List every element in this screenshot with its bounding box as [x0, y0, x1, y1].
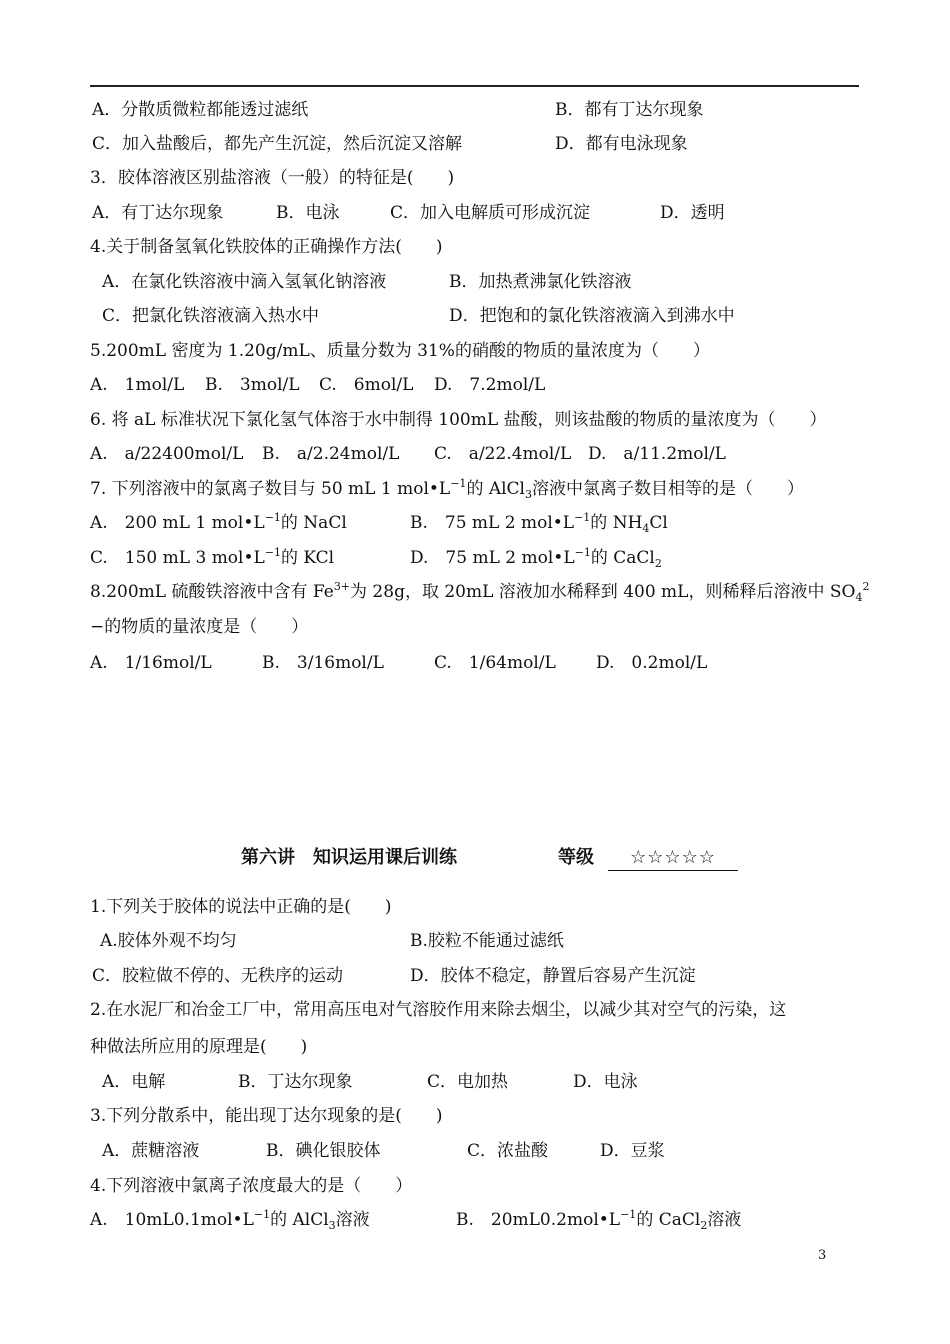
grade-stars: ☆☆☆☆☆ — [608, 846, 738, 871]
p2-q3-option-c: C．浓盐酸 — [467, 1141, 549, 1161]
q7-option-a: A. 200 mL 1 $mol•L^{-1}$的 NaCl — [90, 511, 347, 533]
prev-option-c: C．加入盐酸后，都先产生沉淀，然后沉淀又溶解 — [92, 134, 463, 154]
q4-option-b: B．加热煮沸氯化铁溶液 — [449, 272, 632, 292]
p2-q2-option-d: D．电泳 — [573, 1072, 638, 1092]
q7-option-c: C. 150 mL 3 $mol•L^{-1}$的 KCl — [90, 546, 335, 568]
q3-option-c: C．加入电解质可形成沉淀 — [390, 203, 591, 223]
p2-q2-option-a: A．电解 — [102, 1072, 166, 1092]
p2-q1-option-d: D．胶体不稳定，静置后容易产生沉淀 — [410, 966, 696, 986]
q3-stem: 3．胶体溶液区别盐溶液（一般）的特征是( ) — [90, 168, 455, 188]
q8-stem: 8.200mL 硫酸铁溶液中含有 $Fe^{3+}$为 28g，取 20mL 溶液加水稀释到 400 mL，则稀释后溶液中 $SO_4^2$ — [90, 580, 870, 604]
p2-q1-option-a: A.胶体外观不均匀 — [100, 931, 237, 951]
p2-q4-option-b: B. $20mL0.2mol•L^{-1}$的 CaCl$_2$溶液 — [456, 1208, 742, 1232]
q3-option-a: A．有丁达尔现象 — [92, 203, 224, 223]
q4-option-c: C．把氯化铁溶液滴入热水中 — [102, 306, 320, 326]
q7-option-d: D. 75 mL 2 $mol•L^{-1}$的 CaCl$_2$ — [410, 546, 662, 570]
q3-option-b: B．电泳 — [276, 203, 340, 223]
q8-option-c: C. 1/64mol/L — [434, 653, 556, 673]
header-rule — [90, 85, 859, 87]
q7-option-b: B. 75 mL 2 $mol•L^{-1}$的 $NH_4Cl$ — [410, 511, 668, 535]
q6-option-d: D. a/11.2mol/L — [588, 444, 726, 464]
q6-option-c: C. a/22.4mol/L — [434, 444, 572, 464]
q8-option-d: D. 0.2mol/L — [596, 653, 708, 673]
page-number: 3 — [818, 1248, 827, 1263]
p2-q3-option-b: B．碘化银胶体 — [266, 1141, 381, 1161]
q5-option-a: A. 1mol/L — [90, 375, 185, 395]
section-title: 第六讲 知识运用课后训练 — [241, 847, 457, 868]
q8-option-a: A. 1/16mol/L — [90, 653, 212, 673]
q7-stem: 7. 下列溶液中的氯离子数目与 50 mL 1 $mol•L^{-1}$的 AlCl$_3$溶液中氯离子数目相等的是（ ） — [90, 477, 804, 501]
q8-stem-line2: −的物质的量浓度是（ ） — [90, 617, 309, 637]
prev-option-a: A．分散质微粒都能透过滤纸 — [92, 100, 309, 120]
q6-option-b: B. a/2.24mol/L — [262, 444, 400, 464]
q5-option-b: B. 3mol/L — [205, 375, 300, 395]
q4-option-a: A．在氯化铁溶液中滴入氢氧化钠溶液 — [102, 272, 387, 292]
prev-option-b: B．都有丁达尔现象 — [555, 100, 704, 120]
p2-q2-option-c: C．电加热 — [427, 1072, 509, 1092]
q6-option-a: A. a/22400mol/L — [90, 444, 244, 464]
grade-label: 等级 — [558, 847, 594, 868]
p2-q2-stem-line2: 种做法所应用的原理是( ) — [90, 1037, 308, 1057]
p2-q2-stem: 2.在水泥厂和冶金工厂中，常用高压电对气溶胶作用来除去烟尘，以减少其对空气的污染，这 — [90, 1000, 787, 1020]
p2-q1-option-c: C．胶粒做不停的、无秩序的运动 — [92, 966, 344, 986]
q4-option-d: D．把饱和的氯化铁溶液滴入到沸水中 — [449, 306, 735, 326]
q5-option-c: C. 6mol/L — [319, 375, 414, 395]
q8-option-b: B. 3/16mol/L — [262, 653, 384, 673]
p2-q3-option-a: A．蔗糖溶液 — [102, 1141, 200, 1161]
p2-q1-stem: 1.下列关于胶体的说法中正确的是( ) — [90, 897, 392, 917]
p2-q2-option-b: B．丁达尔现象 — [238, 1072, 353, 1092]
prev-option-d: D．都有电泳现象 — [555, 134, 688, 154]
p2-q4-option-a: A. $10mL0.1mol•L^{-1}$的 AlCl$_3$溶液 — [90, 1208, 370, 1232]
q5-stem: 5.200mL 密度为 1.20g/mL、质量分数为 31%的硝酸的物质的量浓度为（ ） — [90, 341, 710, 361]
q5-option-d: D. 7.2mol/L — [434, 375, 546, 395]
q4-stem: 4.关于制备氢氧化铁胶体的正确操作方法( ) — [90, 237, 443, 257]
p2-q1-option-b: B.胶粒不能通过滤纸 — [410, 931, 564, 951]
q3-option-d: D．透明 — [660, 203, 725, 223]
q6-stem: 6. 将 aL 标准状况下氯化氢气体溶于水中制得 100mL 盐酸，则该盐酸的物质的量浓度为（ ） — [90, 410, 827, 430]
p2-q3-stem: 3.下列分散系中，能出现丁达尔现象的是( ) — [90, 1106, 443, 1126]
p2-q4-stem: 4.下列溶液中氯离子浓度最大的是（ ） — [90, 1176, 413, 1196]
p2-q3-option-d: D．豆浆 — [600, 1141, 665, 1161]
